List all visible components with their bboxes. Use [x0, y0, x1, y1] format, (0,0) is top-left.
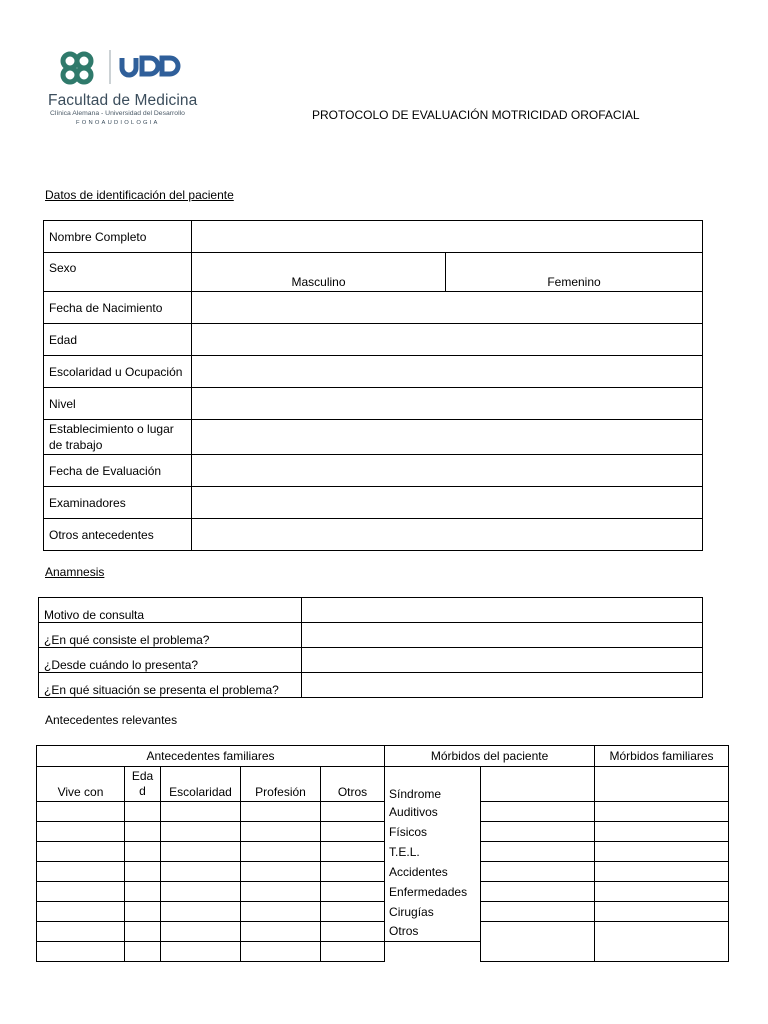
cell-otros[interactable] [321, 802, 385, 822]
familiar-value-cell[interactable] [595, 902, 729, 922]
familiar-value-cell[interactable] [595, 862, 729, 882]
table-row [37, 902, 729, 922]
cell-profesion[interactable] [241, 822, 321, 842]
label-desde-cuando: ¿Desde cuándo lo presenta? [39, 648, 302, 673]
col-edad-line1: Eda [131, 769, 154, 783]
cell-vive-con[interactable] [37, 902, 125, 922]
faculty-logo [48, 44, 198, 134]
col-profesion: Profesión [241, 767, 321, 802]
label-nivel: Nivel [44, 388, 192, 420]
cell-escolaridad[interactable] [161, 862, 241, 882]
header-antecedentes-familiares: Antecedentes familiares [37, 746, 385, 767]
morbid-value-cell[interactable] [481, 882, 595, 902]
option-masculino[interactable]: Masculino [192, 253, 446, 292]
cell-otros[interactable] [321, 902, 385, 922]
label-consiste-problema: ¿En qué consiste el problema? [39, 623, 302, 648]
table-row [37, 862, 729, 882]
table-row [37, 802, 729, 822]
cell-escolaridad[interactable] [161, 822, 241, 842]
morbid-value-cell[interactable] [481, 767, 595, 802]
cell-vive-con[interactable] [37, 842, 125, 862]
table-row [37, 882, 729, 902]
input-situacion[interactable] [302, 673, 703, 698]
input-examinadores[interactable] [192, 487, 703, 519]
morbid-value-cell[interactable] [481, 922, 595, 962]
table-row [37, 746, 729, 767]
input-motivo-consulta[interactable] [302, 598, 703, 623]
header-morbidos-familiares: Mórbidos familiares [595, 746, 729, 767]
cell-profesion[interactable] [241, 942, 321, 962]
cell-edad[interactable] [125, 882, 161, 902]
identification-heading: Datos de identificación del paciente [45, 188, 234, 202]
morbid-item-otros: Otros [385, 922, 481, 942]
table-row [44, 420, 703, 455]
cell-edad[interactable] [125, 862, 161, 882]
logo-subtitle: Clínica Alemana - Universidad del Desarrollo [50, 110, 185, 117]
empty-cell [385, 942, 481, 962]
familiar-value-cell[interactable] [595, 767, 729, 802]
morbid-value-cell[interactable] [481, 822, 595, 842]
morbid-value-cell[interactable] [481, 862, 595, 882]
morbid-item-sindrome: Síndrome [385, 767, 481, 802]
table-row [37, 767, 729, 802]
familiar-value-cell[interactable] [595, 882, 729, 902]
morbid-value-cell[interactable] [481, 902, 595, 922]
input-otros-antecedentes[interactable] [192, 519, 703, 551]
cell-escolaridad[interactable] [161, 942, 241, 962]
logo-faculty-name: Facultad de Medicina [48, 92, 198, 109]
morbid-value-cell[interactable] [481, 842, 595, 862]
input-edad[interactable] [192, 324, 703, 356]
antecedentes-heading: Antecedentes relevantes [45, 713, 178, 727]
col-vive-con: Vive con [37, 767, 125, 802]
input-nivel[interactable] [192, 388, 703, 420]
table-row [39, 648, 703, 673]
cell-escolaridad[interactable] [161, 902, 241, 922]
cell-otros[interactable] [321, 842, 385, 862]
morbid-item-enfermedades: Enfermedades [385, 882, 481, 902]
cell-otros[interactable] [321, 862, 385, 882]
label-fecha-nacimiento: Fecha de Nacimiento [44, 292, 192, 324]
input-consiste-problema[interactable] [302, 623, 703, 648]
cell-profesion[interactable] [241, 862, 321, 882]
cell-edad[interactable] [125, 802, 161, 822]
table-row [44, 519, 703, 551]
cell-edad[interactable] [125, 922, 161, 942]
table-row [44, 253, 703, 292]
morbid-item-accidentes: Accidentes [385, 862, 481, 882]
table-row [39, 673, 703, 698]
table-row [44, 455, 703, 487]
cell-escolaridad[interactable] [161, 842, 241, 862]
identification-table [43, 220, 703, 551]
header-morbidos-paciente: Mórbidos del paciente [385, 746, 595, 767]
cell-otros[interactable] [321, 882, 385, 902]
option-femenino[interactable]: Femenino [446, 253, 703, 292]
table-row [39, 598, 703, 623]
col-otros: Otros [321, 767, 385, 802]
cell-escolaridad[interactable] [161, 922, 241, 942]
document-title: PROTOCOLO DE EVALUACIÓN MOTRICIDAD OROFACIAL [312, 108, 640, 122]
table-row [44, 324, 703, 356]
antecedentes-table [36, 745, 729, 962]
cell-profesion[interactable] [241, 802, 321, 822]
cell-edad[interactable] [125, 942, 161, 962]
cell-profesion[interactable] [241, 922, 321, 942]
cell-profesion[interactable] [241, 842, 321, 862]
cell-vive-con[interactable] [37, 862, 125, 882]
cell-profesion[interactable] [241, 902, 321, 922]
morbid-item-fisicos: Físicos [385, 822, 481, 842]
label-situacion: ¿En qué situación se presenta el problema? [39, 673, 302, 698]
table-row [44, 487, 703, 519]
label-otros-antecedentes: Otros antecedentes [44, 519, 192, 551]
col-edad [125, 767, 161, 802]
logo-department: FONOAUDIOLOGIA [76, 120, 160, 126]
table-row [37, 842, 729, 862]
cell-vive-con[interactable] [37, 802, 125, 822]
morbid-item-tel: T.E.L. [385, 842, 481, 862]
anamnesis-heading: Anamnesis [45, 565, 105, 579]
cell-vive-con[interactable] [37, 822, 125, 842]
table-row [44, 292, 703, 324]
table-row [44, 388, 703, 420]
cell-vive-con[interactable] [37, 922, 125, 942]
input-fecha-nacimiento[interactable] [192, 292, 703, 324]
familiar-value-cell[interactable] [595, 802, 729, 822]
label-examinadores: Examinadores [44, 487, 192, 519]
familiar-value-cell[interactable] [595, 822, 729, 842]
cell-edad[interactable] [125, 902, 161, 922]
input-fecha-evaluacion[interactable] [192, 455, 703, 487]
cell-otros[interactable] [321, 822, 385, 842]
cell-escolaridad[interactable] [161, 802, 241, 822]
col-edad-line2: d [139, 784, 146, 798]
label-edad: Edad [44, 324, 192, 356]
cell-otros[interactable] [321, 922, 385, 942]
label-motivo-consulta: Motivo de consulta [39, 598, 302, 623]
label-sexo: Sexo [44, 253, 192, 292]
input-nombre[interactable] [192, 221, 703, 253]
input-escolaridad[interactable] [192, 356, 703, 388]
cell-edad[interactable] [125, 822, 161, 842]
input-desde-cuando[interactable] [302, 648, 703, 673]
cell-escolaridad[interactable] [161, 882, 241, 902]
table-row [44, 221, 703, 253]
morbid-item-cirugias: Cirugías [385, 902, 481, 922]
udd-logo-icon [48, 44, 198, 92]
label-establecimiento: Establecimiento o lugar de trabajo [44, 420, 192, 455]
col-escolaridad: Escolaridad [161, 767, 241, 802]
anamnesis-table [38, 597, 703, 698]
morbid-value-cell[interactable] [481, 802, 595, 822]
label-escolaridad: Escolaridad u Ocupación [44, 356, 192, 388]
familiar-value-cell[interactable] [595, 842, 729, 862]
cell-otros[interactable] [321, 942, 385, 962]
input-establecimiento[interactable] [192, 420, 703, 455]
familiar-value-cell[interactable] [595, 922, 729, 962]
label-nombre: Nombre Completo [44, 221, 192, 253]
table-row [44, 356, 703, 388]
cell-profesion[interactable] [241, 882, 321, 902]
cell-edad[interactable] [125, 842, 161, 862]
morbid-item-auditivos: Auditivos [385, 802, 481, 822]
table-row [37, 822, 729, 842]
table-row [37, 922, 729, 942]
cell-vive-con[interactable] [37, 942, 125, 962]
label-fecha-evaluacion: Fecha de Evaluación [44, 455, 192, 487]
table-row [39, 623, 703, 648]
cell-vive-con[interactable] [37, 882, 125, 902]
